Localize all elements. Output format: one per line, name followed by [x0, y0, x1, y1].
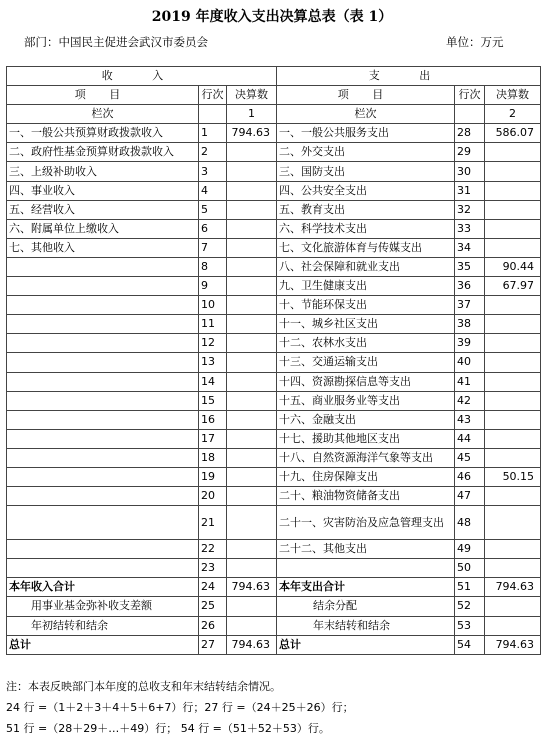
expense-row-number: 45	[455, 448, 485, 467]
expense-item: 九、卫生健康支出	[277, 277, 455, 296]
table-row	[7, 540, 541, 559]
expense-amount	[485, 162, 541, 181]
table-row	[7, 467, 541, 486]
expense-amount	[485, 429, 541, 448]
total-row	[7, 616, 541, 635]
table-row	[7, 506, 541, 540]
expense-amount	[485, 559, 541, 578]
expense-amount	[485, 219, 541, 238]
expense-item: 四、公共安全支出	[277, 181, 455, 200]
expense-row-number: 53	[455, 616, 485, 635]
expense-row-header: 行次	[455, 86, 485, 105]
expense-row-number: 33	[455, 219, 485, 238]
table-notes	[6, 676, 540, 739]
expense-total-label: 结余分配	[277, 597, 455, 616]
expense-row-number: 46	[455, 467, 485, 486]
income-item: 四、事业收入	[7, 181, 199, 200]
expense-amount	[485, 540, 541, 559]
expense-item: 十四、资源勘探信息等支出	[277, 372, 455, 391]
expense-amount	[485, 372, 541, 391]
income-row-number: 2	[199, 143, 227, 162]
income-item	[7, 277, 199, 296]
income-item	[7, 391, 199, 410]
income-amount	[227, 238, 277, 257]
income-total-amount: 794.63	[227, 578, 277, 597]
income-amount	[227, 334, 277, 353]
income-row-number: 12	[199, 334, 227, 353]
total-row	[7, 635, 541, 654]
income-amount	[227, 448, 277, 467]
income-amount	[227, 296, 277, 315]
expense-amount	[485, 353, 541, 372]
expense-row-number: 28	[455, 124, 485, 143]
income-total-amount	[227, 616, 277, 635]
income-total-label: 总计	[7, 635, 199, 654]
income-row-number: 10	[199, 296, 227, 315]
income-header: 收 入	[7, 67, 277, 86]
total-row	[7, 578, 541, 597]
income-amount	[227, 429, 277, 448]
empty-cell	[455, 105, 485, 124]
income-item	[7, 334, 199, 353]
expense-item: 八、社会保障和就业支出	[277, 257, 455, 276]
income-item	[7, 353, 199, 372]
expense-amount	[485, 200, 541, 219]
expense-item: 七、文化旅游体育与传媒支出	[277, 238, 455, 257]
expense-total-amount	[485, 616, 541, 635]
income-amount	[227, 487, 277, 506]
expense-total-amount	[485, 597, 541, 616]
expense-item-header: 项 目	[277, 86, 455, 105]
income-amount	[227, 467, 277, 486]
income-row-number: 18	[199, 448, 227, 467]
expense-item: 三、国防支出	[277, 162, 455, 181]
income-amount	[227, 315, 277, 334]
income-item-header: 项 目	[7, 86, 199, 105]
income-amount	[227, 200, 277, 219]
income-amount: 794.63	[227, 124, 277, 143]
expense-amount: 586.07	[485, 124, 541, 143]
expense-row-number: 41	[455, 372, 485, 391]
expense-item: 二十一、灾害防治及应急管理支出	[277, 506, 455, 540]
report-title: 2019 年度收入支出决算总表（表 1）	[151, 9, 393, 25]
income-amount	[227, 162, 277, 181]
expense-amount	[485, 410, 541, 429]
income-total-label: 用事业基金弥补收支差额	[7, 597, 199, 616]
department-label: 部门：中国民主促进会武汉市委员会	[24, 35, 208, 49]
income-row-number: 1	[199, 124, 227, 143]
table-row	[7, 219, 541, 238]
income-row-number: 17	[199, 429, 227, 448]
table-row	[7, 315, 541, 334]
expense-amount	[485, 181, 541, 200]
income-total-amount	[227, 597, 277, 616]
expense-item: 十八、自然资源海洋气象等支出	[277, 448, 455, 467]
expense-item: 十一、城乡社区支出	[277, 315, 455, 334]
expense-item: 六、科学技术支出	[277, 219, 455, 238]
expense-row-number: 31	[455, 181, 485, 200]
income-row-number: 15	[199, 391, 227, 410]
income-row-number: 8	[199, 257, 227, 276]
expense-row-number: 50	[455, 559, 485, 578]
table-row	[7, 200, 541, 219]
expense-row-number: 29	[455, 143, 485, 162]
expense-amount: 67.97	[485, 277, 541, 296]
empty-cell	[199, 105, 227, 124]
note-line: 24 行 =（1＋2＋3＋4＋5＋6+7）行；27 行 =（24＋25＋26）行；	[6, 701, 354, 714]
income-row-number: 21	[199, 506, 227, 540]
income-row-number: 7	[199, 238, 227, 257]
income-item	[7, 506, 199, 540]
income-item	[7, 429, 199, 448]
income-item	[7, 372, 199, 391]
income-amount	[227, 353, 277, 372]
income-amount-header: 决算数	[227, 86, 277, 105]
income-amount	[227, 372, 277, 391]
income-row-number: 26	[199, 616, 227, 635]
expense-column-index: 2	[485, 105, 541, 124]
table-row	[7, 238, 541, 257]
table-row	[7, 257, 541, 276]
income-item	[7, 487, 199, 506]
income-item	[7, 315, 199, 334]
expense-item: 十、节能环保支出	[277, 296, 455, 315]
income-row-number: 27	[199, 635, 227, 654]
expense-row-number: 32	[455, 200, 485, 219]
income-column-index: 1	[227, 105, 277, 124]
column-index-row	[7, 105, 541, 124]
income-total-label: 年初结转和结余	[7, 616, 199, 635]
expense-item: 十五、商业服务业等支出	[277, 391, 455, 410]
expense-amount	[485, 448, 541, 467]
table-row	[7, 296, 541, 315]
income-amount	[227, 540, 277, 559]
income-row-number: 4	[199, 181, 227, 200]
table-row	[7, 487, 541, 506]
expense-header: 支 出	[277, 67, 541, 86]
income-total-amount: 794.63	[227, 635, 277, 654]
expense-row-number: 34	[455, 238, 485, 257]
income-row-number: 11	[199, 315, 227, 334]
table-row	[7, 410, 541, 429]
expense-total-label: 总计	[277, 635, 455, 654]
expense-row-number: 40	[455, 353, 485, 372]
income-row-number: 20	[199, 487, 227, 506]
expense-row-number: 47	[455, 487, 485, 506]
unit-label: 单位：万元	[446, 35, 504, 49]
income-item: 五、经营收入	[7, 200, 199, 219]
expense-row-number: 51	[455, 578, 485, 597]
section-header-row	[7, 67, 541, 86]
expense-amount	[485, 506, 541, 540]
income-total-label: 本年收入合计	[7, 578, 199, 597]
expense-amount	[485, 296, 541, 315]
expense-row-number: 30	[455, 162, 485, 181]
income-item	[7, 410, 199, 429]
note-line: 51 行 =（28＋29＋…＋49）行； 54 行 =（51＋52＋53）行。	[6, 722, 330, 735]
income-row-number: 6	[199, 219, 227, 238]
income-amount	[227, 143, 277, 162]
expense-item: 十三、交通运输支出	[277, 353, 455, 372]
income-item	[7, 448, 199, 467]
table-row	[7, 372, 541, 391]
income-row-number: 22	[199, 540, 227, 559]
expense-row-number: 37	[455, 296, 485, 315]
expense-item: 二、外交支出	[277, 143, 455, 162]
expense-amount	[485, 315, 541, 334]
income-amount	[227, 391, 277, 410]
income-item: 六、附属单位上缴收入	[7, 219, 199, 238]
expense-item	[277, 559, 455, 578]
expense-item: 一、一般公共服务支出	[277, 124, 455, 143]
table-row	[7, 391, 541, 410]
income-row-number: 9	[199, 277, 227, 296]
income-amount	[227, 277, 277, 296]
income-item	[7, 257, 199, 276]
income-item	[7, 296, 199, 315]
income-expense-table	[6, 66, 541, 655]
income-row-number: 14	[199, 372, 227, 391]
expense-amount	[485, 143, 541, 162]
income-lanci-label: 栏次	[7, 105, 199, 124]
expense-row-number: 35	[455, 257, 485, 276]
expense-total-label: 本年支出合计	[277, 578, 455, 597]
expense-item: 五、教育支出	[277, 200, 455, 219]
table-row	[7, 124, 541, 143]
expense-amount	[485, 334, 541, 353]
expense-item: 十六、金融支出	[277, 410, 455, 429]
income-row-number: 23	[199, 559, 227, 578]
expense-total-label: 年末结转和结余	[277, 616, 455, 635]
income-item	[7, 559, 199, 578]
expense-row-number: 36	[455, 277, 485, 296]
income-row-number: 19	[199, 467, 227, 486]
expense-amount	[485, 391, 541, 410]
table-row	[7, 429, 541, 448]
expense-amount: 50.15	[485, 467, 541, 486]
expense-amount	[485, 487, 541, 506]
expense-item: 二十二、其他支出	[277, 540, 455, 559]
income-row-number: 24	[199, 578, 227, 597]
income-item: 七、其他收入	[7, 238, 199, 257]
note-line: 注：本表反映部门本年度的总收支和年末结转结余情况。	[6, 680, 281, 693]
income-amount	[227, 506, 277, 540]
expense-row-number: 44	[455, 429, 485, 448]
income-row-number: 25	[199, 597, 227, 616]
expense-total-amount: 794.63	[485, 635, 541, 654]
income-item	[7, 467, 199, 486]
income-amount	[227, 181, 277, 200]
income-row-number: 5	[199, 200, 227, 219]
income-row-number: 13	[199, 353, 227, 372]
expense-amount-header: 决算数	[485, 86, 541, 105]
expense-row-number: 42	[455, 391, 485, 410]
table-row	[7, 277, 541, 296]
expense-row-number: 54	[455, 635, 485, 654]
income-item: 二、政府性基金预算财政拨款收入	[7, 143, 199, 162]
income-amount	[227, 257, 277, 276]
expense-item: 二十、粮油物资储备支出	[277, 487, 455, 506]
income-amount	[227, 559, 277, 578]
income-amount	[227, 219, 277, 238]
table-row	[7, 143, 541, 162]
expense-amount	[485, 238, 541, 257]
total-row	[7, 597, 541, 616]
expense-lanci-label: 栏次	[277, 105, 455, 124]
column-header-row	[7, 86, 541, 105]
expense-row-number: 49	[455, 540, 485, 559]
income-row-number: 3	[199, 162, 227, 181]
expense-row-number: 52	[455, 597, 485, 616]
expense-row-number: 39	[455, 334, 485, 353]
table-row	[7, 353, 541, 372]
income-row-header: 行次	[199, 86, 227, 105]
expense-row-number: 43	[455, 410, 485, 429]
table-row	[7, 559, 541, 578]
income-amount	[227, 410, 277, 429]
expense-amount: 90.44	[485, 257, 541, 276]
expense-item: 十七、援助其他地区支出	[277, 429, 455, 448]
expense-total-amount: 794.63	[485, 578, 541, 597]
expense-row-number: 48	[455, 506, 485, 540]
income-row-number: 16	[199, 410, 227, 429]
expense-item: 十二、农林水支出	[277, 334, 455, 353]
expense-item: 十九、住房保障支出	[277, 467, 455, 486]
income-item: 一、一般公共预算财政拨款收入	[7, 124, 199, 143]
table-row	[7, 162, 541, 181]
income-item	[7, 540, 199, 559]
table-row	[7, 334, 541, 353]
table-row	[7, 181, 541, 200]
income-item: 三、上级补助收入	[7, 162, 199, 181]
table-row	[7, 448, 541, 467]
expense-row-number: 38	[455, 315, 485, 334]
